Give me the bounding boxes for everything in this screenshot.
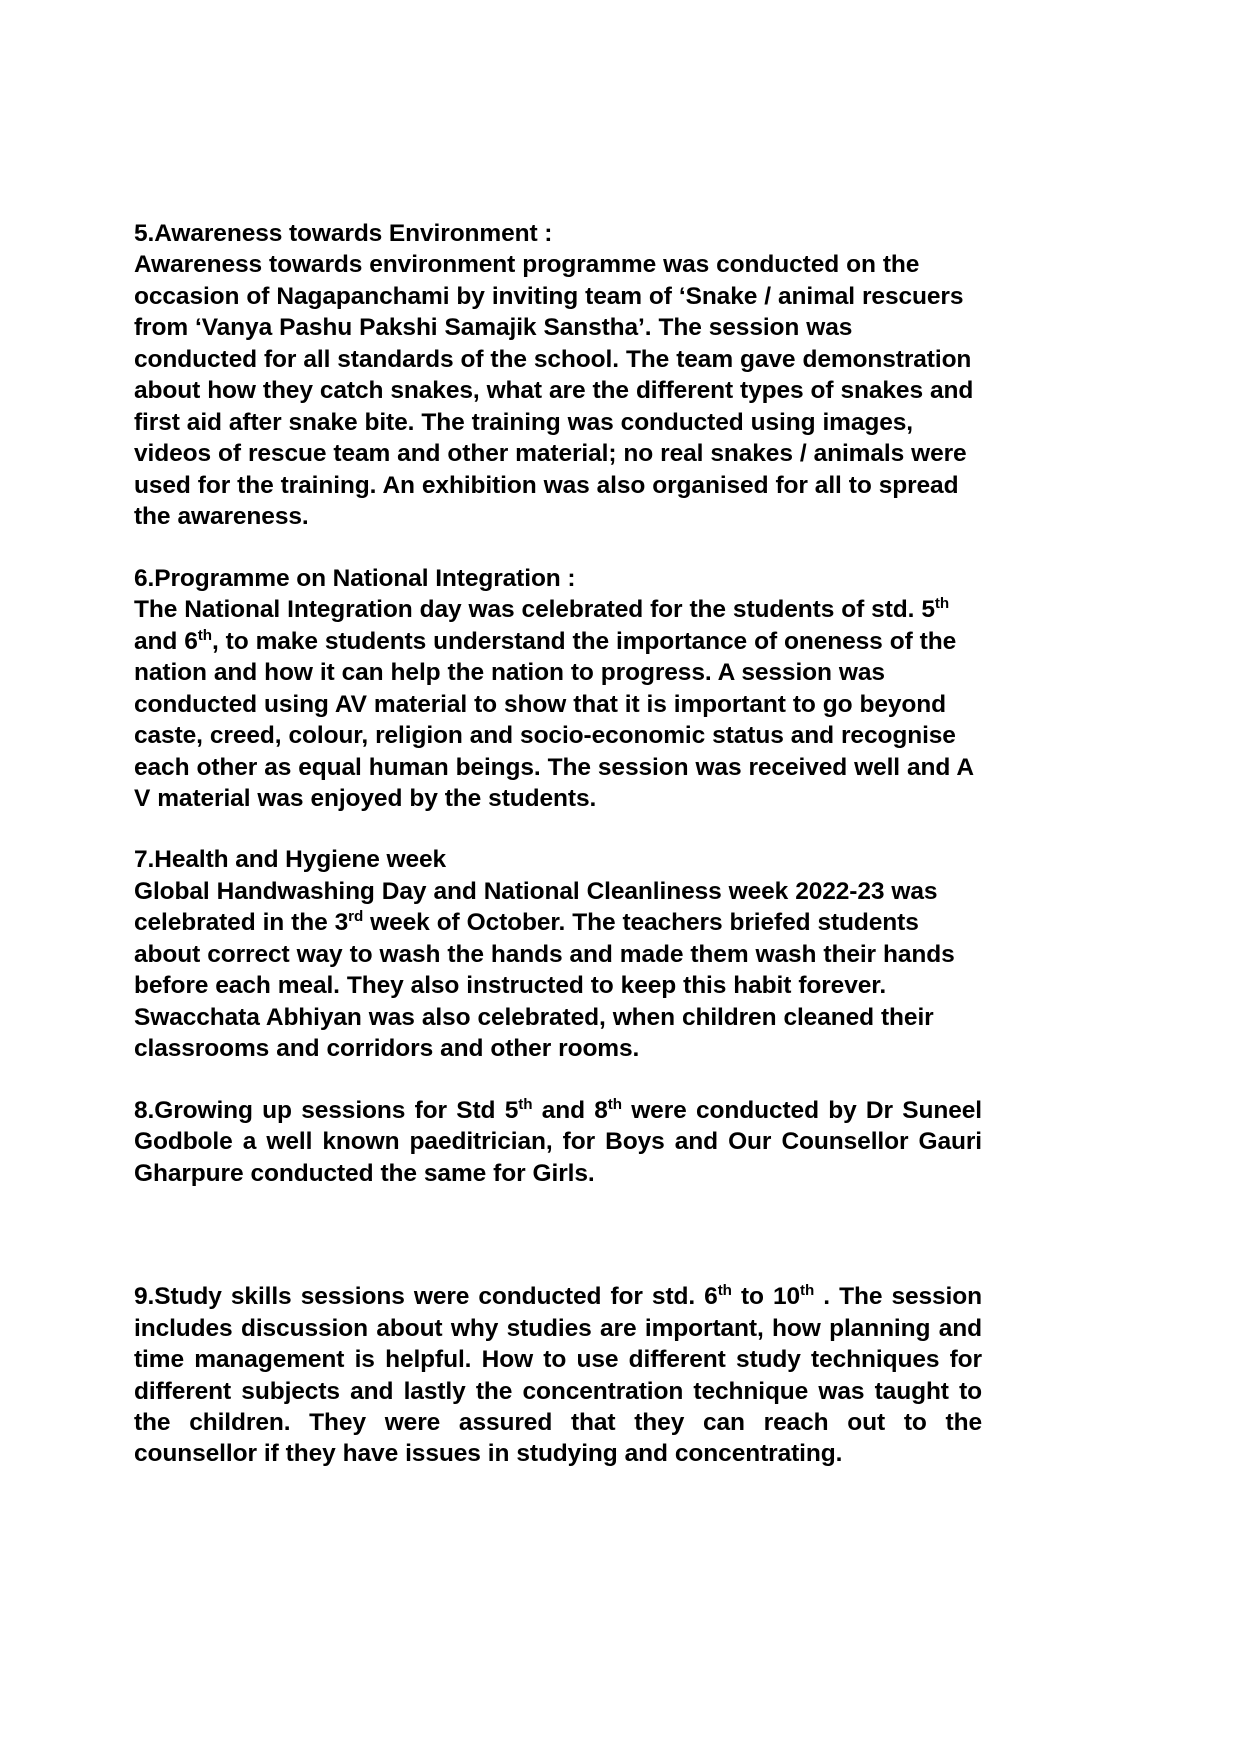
section-5 (134, 218, 982, 533)
section-8-body-part-3: were conducted by Dr Suneel Godbole a well known paeditrician, for Boys and Our Counsellor Gauri Gharpure conducted the same for Girls. (134, 1096, 982, 1187)
paragraph-spacer (134, 1219, 982, 1281)
section-8-ordinal-suffix-2: th (607, 1095, 622, 1113)
section-9-body-part-2: to 10 (731, 1283, 801, 1311)
section-9-ordinal-suffix-2: th (800, 1281, 815, 1299)
section-7-body-part-1: Global Handwashing Day and National Cleanliness week 2022-23 was celebrated in the 3 (134, 877, 938, 937)
section-9-body-part-1: 9.Study skills sessions were conducted for std. 6 (134, 1283, 718, 1311)
section-7-body (134, 876, 982, 1065)
section-7-heading: 7.Health and Hygiene week (134, 846, 447, 874)
section-8-body-part-1: 8.Growing up sessions for Std 5 (134, 1096, 519, 1124)
section-9-ordinal-suffix-1: th (717, 1281, 732, 1299)
section-7 (134, 844, 982, 1064)
section-9-body (134, 1281, 982, 1470)
section-6-body-part-2: and 6 (134, 627, 198, 655)
section-7-ordinal-suffix-1: rd (348, 908, 364, 926)
section-6-ordinal-suffix-2: th (197, 626, 212, 644)
section-6-body-part-3: , to make students understand the importance of oneness of the nation and how it can help the nation to progress. A session was conducted using AV material to show that it is important to go beyond caste, creed, colour, religion and socio-economic status and recognise each other as equal human beings. The session was received well and A V material was enjoyed by the students. (134, 627, 974, 812)
section-5-body: Awareness towards environment programme was conducted on the occasion of Nagapanchami by inviting team of ‘Snake / animal rescuers from ‘Vanya Pashu Pakshi Samajik Sanstha’. The session was conducted for all standards of the school. The team gave demonstration about how they catch snakes, what are the different types of snakes and first aid after snake bite. The training was conducted using images, videos of rescue team and other material; no real snakes / animals were used for the training. An exhibition was also organised for all to spread the awareness. (134, 251, 974, 531)
section-9 (134, 1281, 982, 1470)
document-body (134, 218, 982, 1470)
section-6-heading: 6.Programme on National Integration : (134, 564, 576, 592)
section-6 (134, 563, 982, 815)
section-7-body-part-2: week of October. The teachers briefed students about correct way to wash the hands and made them wash their hands before each meal. They also instructed to keep this habit forever. Swacchata Abhiyan was also celebrated, when children cleaned their classrooms and corridors and other rooms. (134, 909, 955, 1063)
section-8-body-part-2: and 8 (532, 1096, 608, 1124)
section-5-heading: 5.Awareness towards Environment : (134, 220, 553, 247)
section-6-ordinal-suffix-1: th (934, 595, 949, 612)
section-8 (134, 1095, 982, 1189)
section-8-ordinal-suffix-1: th (518, 1095, 533, 1113)
section-8-body (134, 1095, 982, 1189)
section-9-body-part-3: . The session includes discussion about why studies are important, how planning and time management is helpful. How to use different study techniques for different subjects and lastly the concentration technique was taught to the children. They were assured that they can reach out to the counsellor if they have issues in studying and concentrating. (134, 1283, 982, 1468)
section-6-body (134, 594, 982, 814)
section-6-body-part-1: The National Integration day was celebrated for the students of std. 5 (134, 596, 935, 624)
